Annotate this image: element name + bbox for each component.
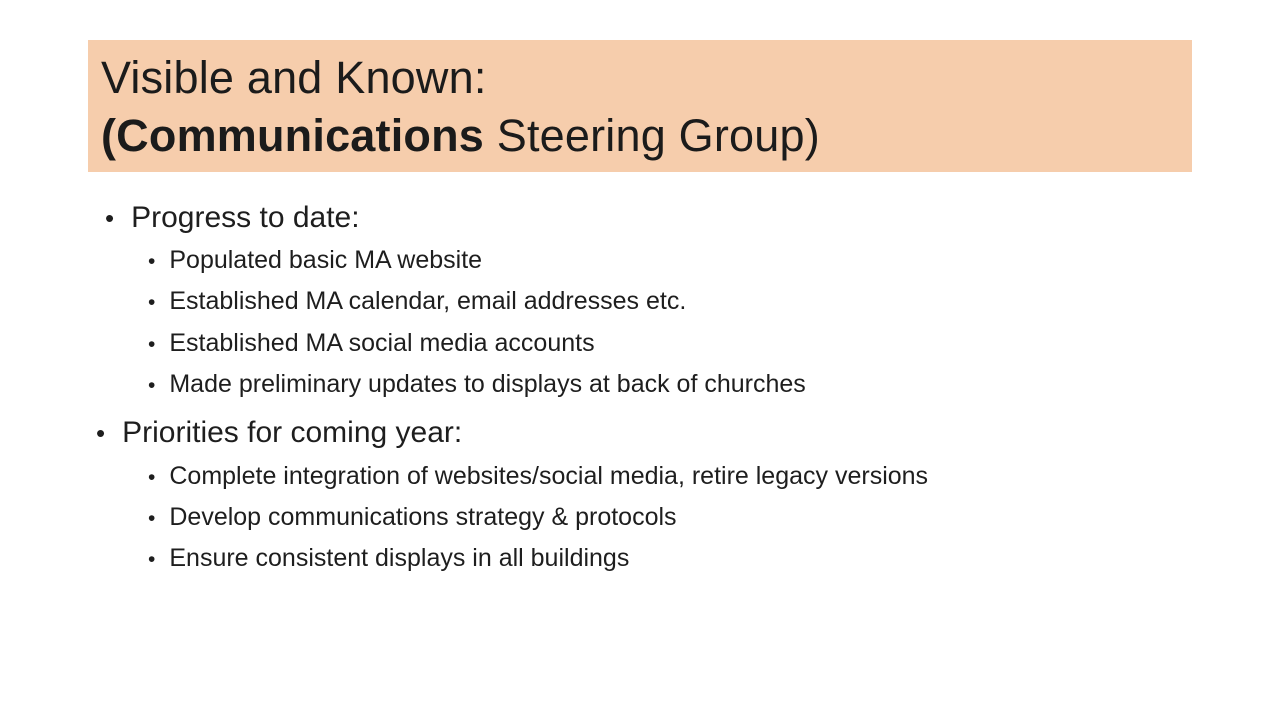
bullet-icon: • [148, 333, 156, 356]
bullet-item-heading [105, 200, 360, 236]
bullet-text: Complete integration of websites/social media, retire legacy versions [169, 462, 929, 490]
bullet-text: Develop communications strategy & protocols [169, 503, 677, 531]
bullet-text: Populated basic MA website [169, 246, 483, 274]
bullet-icon: • [148, 466, 156, 489]
bullet-icon: • [148, 548, 156, 571]
bullet-text: Established MA social media accounts [169, 329, 595, 357]
bullet-icon: • [148, 507, 156, 530]
slide-title-line2 [101, 107, 1182, 165]
bullet-item-heading [96, 415, 462, 451]
bullet-text: Made preliminary updates to displays at back of churches [169, 370, 806, 398]
title-band [88, 40, 1192, 172]
bullet-item [148, 502, 677, 534]
bullet-item [148, 543, 629, 575]
bullet-text: Progress to date: [131, 201, 360, 234]
bullet-item [148, 461, 928, 493]
bullet-item [148, 245, 482, 277]
bullet-icon: • [96, 418, 106, 448]
bullet-icon: • [105, 203, 115, 233]
bullet-item [148, 286, 686, 318]
bullet-icon: • [148, 374, 156, 397]
slide-title-line1: Visible and Known: [101, 52, 487, 103]
bullet-icon: • [148, 250, 156, 273]
bullet-item [148, 369, 806, 401]
bullet-item [148, 328, 595, 360]
bullet-text: Priorities for coming year: [122, 416, 463, 449]
bullet-text: Established MA calendar, email addresses etc. [169, 287, 687, 315]
slide-title-line2-bold: (Communications [101, 110, 485, 161]
bullet-text: Ensure consistent displays in all buildings [169, 544, 630, 572]
slide-title-line2-rest: Steering Group) [484, 110, 820, 161]
bullet-icon: • [148, 291, 156, 314]
